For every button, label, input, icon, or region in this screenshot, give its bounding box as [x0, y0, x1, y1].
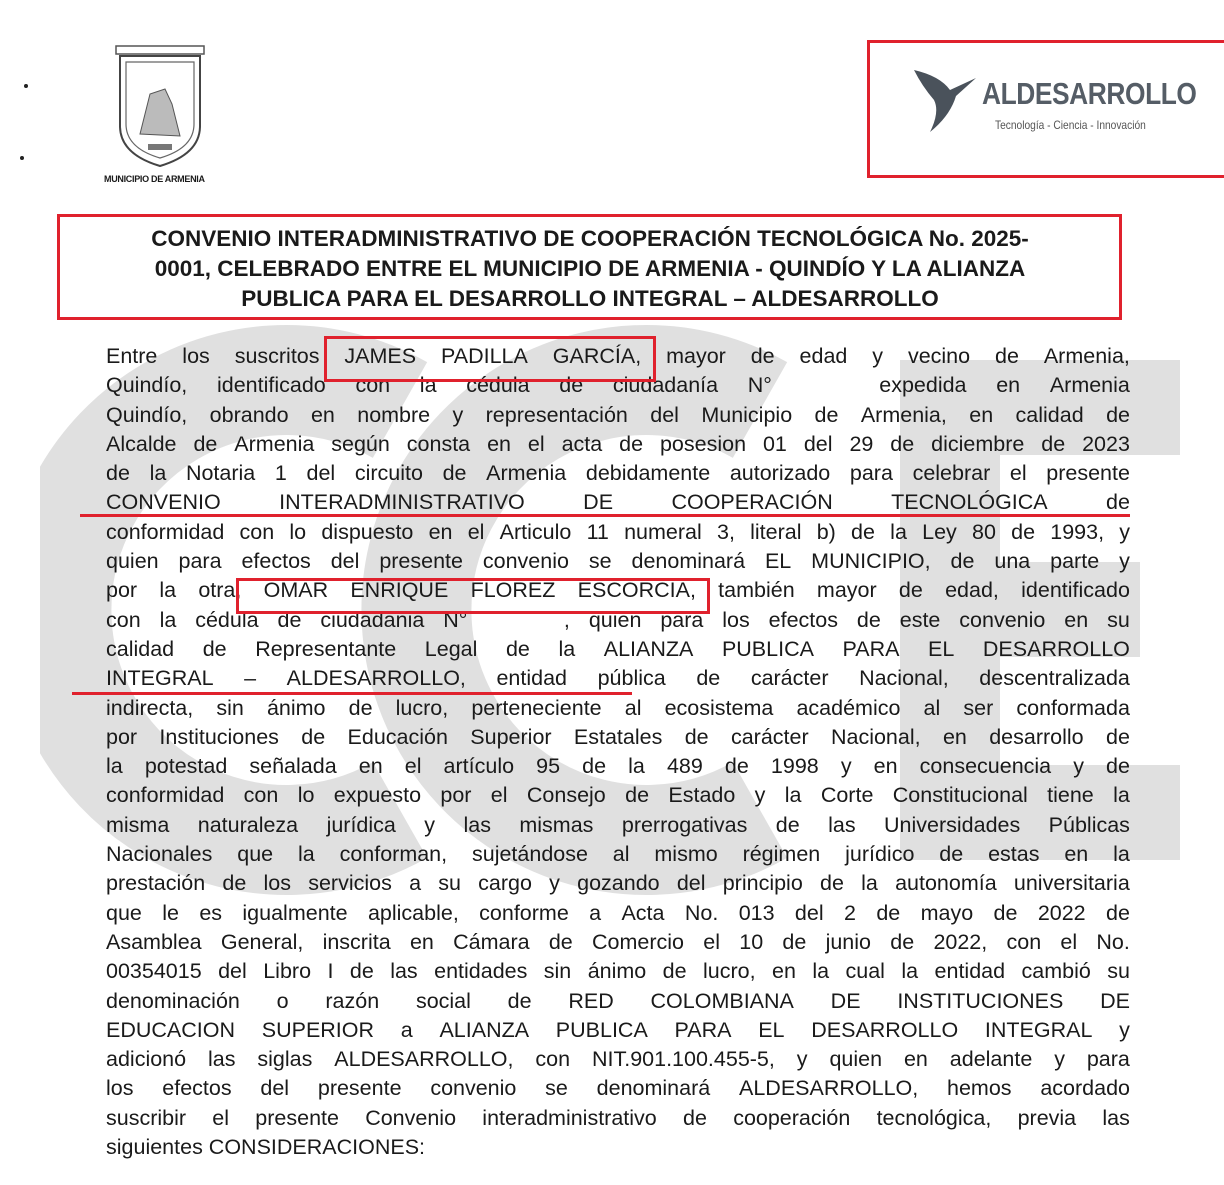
body-line: los efectos del presente convenio se denominará ALDESARROLLO, hemos acordado — [106, 1076, 1130, 1101]
municipality-logo-caption: MUNICIPIO DE ARMENIA — [104, 174, 205, 184]
hummingbird-icon — [910, 56, 980, 136]
body-line: indirecta, sin ánimo de lucro, perteneciente al ecosistema académico al ser conformada — [106, 695, 1130, 720]
red-underline — [72, 692, 632, 695]
name-highlight-box — [236, 578, 710, 614]
body-line: la potestad señalada en el artículo 95 de la 489 de 1998 y en consecuencia y de — [106, 754, 1130, 779]
body-line: Entre los suscritos JAMES PADILLA GARCÍA, mayor de edad y vecino de Armenia, — [106, 344, 1130, 368]
body-line: conformidad con lo dispuesto en el Articulo 11 numeral 3, literal b) de la Ley 80 de 1993, y — [106, 519, 1130, 544]
body-line: Nacionales que la conforman, sujetándose al mismo régimen jurídico de estas en la — [106, 842, 1130, 867]
body-line: siguientes CONSIDERACIONES: — [106, 1135, 431, 1160]
body-line: denominación o razón social de RED COLOMBIANA DE INSTITUCIONES DE — [106, 988, 1130, 1013]
body-line: EDUCACION SUPERIOR a ALIANZA PUBLICA PARA EL DESARROLLO INTEGRAL y — [106, 1017, 1130, 1042]
body-line: prestación de los servicios a su cargo y gozando del principio de la autonomía universitaria — [106, 871, 1130, 896]
body-line: de la Notaria 1 del circuito de Armenia debidamente autorizado para celebrar el presente — [106, 461, 1130, 486]
title-line: 0001, CELEBRADO ENTRE EL MUNICIPIO DE ARMENIA - QUINDÍO Y LA ALIANZA — [154, 256, 1026, 281]
body-line: que le es igualmente aplicable, conforme a Acta No. 013 del 2 de mayo de 2022 de — [106, 900, 1130, 925]
municipality-shield-logo — [110, 44, 210, 172]
body-line: misma naturaleza jurídica y las mismas prerrogativas de las Universidades Públicas — [106, 812, 1130, 837]
body-line: calidad de Representante Legal de la ALIANZA PUBLICA PARA EL DESARROLLO — [106, 636, 1130, 661]
body-line: Alcalde de Armenia según consta en el acta de posesion 01 del 29 de diciembre de 2023 — [106, 431, 1130, 456]
title-line: PUBLICA PARA EL DESARROLLO INTEGRAL – ALDESARROLLO — [241, 286, 939, 311]
partner-logo-tagline: Tecnología - Ciencia - Innovación — [995, 118, 1146, 132]
partner-logo-name: ALDESARROLLO — [982, 76, 1197, 111]
body-line: con la cédula de ciudadania N° , quien para los efectos de este convenio en su — [106, 607, 1130, 632]
title-line: CONVENIO INTERADMINISTRATIVO DE COOPERACIÓN TECNOLÓGICA No. 2025- — [151, 226, 1029, 251]
body-line: CONVENIO INTERADMINISTRATIVO DE COOPERACIÓN TECNOLÓGICA de — [106, 490, 1130, 515]
body-line: por la otra, OMAR ENRIQUE FLOREZ ESCORCIA, también mayor de edad, identificado — [106, 578, 1130, 603]
body-line: 00354015 del Libro I de las entidades sin ánimo de lucro, en la cual la entidad cambió su — [106, 959, 1130, 984]
body-line: suscribir el presente Convenio interadministrativo de cooperación tecnológica, previa las — [106, 1105, 1130, 1130]
document-title — [70, 224, 1110, 314]
document-body — [106, 342, 1130, 1162]
body-line: Asamblea General, inscrita en Cámara de Comercio el 10 de junio de 2022, con el No. — [106, 929, 1130, 954]
name-highlight-box — [324, 336, 656, 382]
red-underline — [80, 514, 1130, 517]
body-line: por Instituciones de Educación Superior Estatales de carácter Nacional, en desarrollo de — [106, 724, 1130, 749]
body-line: adicionó las siglas ALDESARROLLO, con NIT.901.100.455-5, y quien en adelante y para — [106, 1047, 1130, 1072]
body-line: Quindío, obrando en nombre y representación del Municipio de Armenia, en calidad de — [106, 402, 1130, 427]
body-line: quien para efectos del presente convenio se denominará EL MUNICIPIO, de una parte y — [106, 549, 1130, 574]
body-line: INTEGRAL – ALDESARROLLO, entidad pública de carácter Nacional, descentralizada — [106, 666, 1130, 691]
scan-dot — [20, 156, 24, 160]
scan-dot — [24, 84, 28, 88]
body-line: conformidad con lo expuesto por el Consejo de Estado y la Corte Constitucional tiene la — [106, 783, 1130, 808]
body-line: Quindío, identificado con la cédula de ciudadanía N° expedida en Armenia — [106, 373, 1130, 398]
